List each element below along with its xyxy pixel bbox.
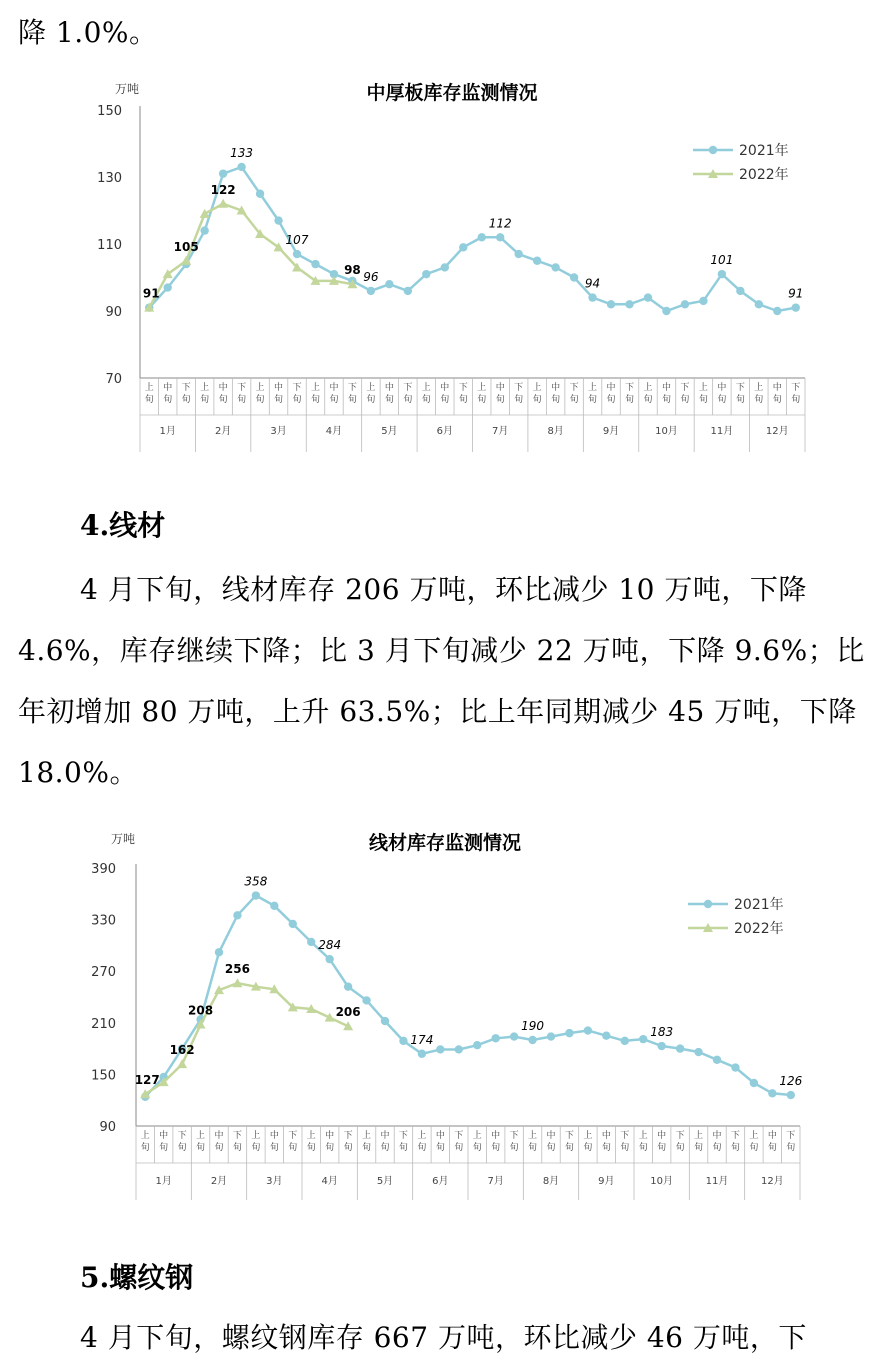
x-tick-label-top: 下 (569, 383, 579, 393)
x-tick-label-top: 上 (251, 1131, 261, 1141)
x-tick-label-bottom: 旬 (181, 395, 191, 405)
x-tick-label-top: 上 (366, 383, 376, 393)
data-label-2022: 206 (335, 1005, 361, 1020)
data-point-2021 (533, 257, 541, 265)
x-tick-label-bottom: 旬 (625, 395, 635, 405)
x-tick-label-bottom: 旬 (269, 1143, 279, 1153)
data-label-2021: 174 (410, 1032, 434, 1047)
x-tick-label-top: 中 (661, 383, 671, 393)
data-point-2021 (381, 1017, 389, 1025)
x-tick-label-top: 上 (754, 383, 764, 393)
data-label-2021: 358 (244, 874, 268, 889)
x-tick-label-top: 中 (159, 1131, 169, 1141)
data-point-2021 (551, 263, 559, 271)
x-tick-label-top: 中 (269, 1131, 279, 1141)
data-point-2021 (514, 250, 522, 258)
x-tick-label-top: 下 (292, 383, 302, 393)
x-tick-label-bottom: 旬 (472, 1143, 482, 1153)
data-point-2021 (436, 1045, 444, 1053)
x-tick-label-top: 下 (288, 1131, 298, 1141)
y-tick-label: 110 (97, 238, 122, 253)
x-tick-label-top: 中 (772, 383, 782, 393)
x-tick-label-bottom: 旬 (237, 395, 247, 405)
y-axis-unit: 万吨 (111, 832, 136, 846)
data-point-2021 (694, 1048, 702, 1056)
x-tick-label-top: 上 (588, 383, 598, 393)
data-point-2021 (399, 1037, 407, 1045)
x-tick-label-bottom: 旬 (343, 1143, 353, 1153)
data-point-2021 (473, 1041, 481, 1049)
x-tick-label-bottom: 旬 (675, 1143, 685, 1153)
x-tick-label-bottom: 旬 (694, 1143, 704, 1153)
x-tick-label-top: 上 (421, 383, 431, 393)
x-tick-label-top: 中 (329, 383, 339, 393)
month-label: 11月 (705, 1176, 729, 1187)
data-point-2021 (639, 1035, 647, 1043)
month-label: 5月 (376, 1176, 394, 1187)
data-point-2021 (755, 300, 763, 308)
x-tick-label-bottom: 旬 (754, 395, 764, 405)
legend-label: 2021年 (734, 897, 784, 913)
month-label: 4月 (325, 426, 343, 437)
data-point-2021 (736, 287, 744, 295)
x-tick-label-bottom: 旬 (380, 1143, 390, 1153)
legend-label: 2022年 (734, 921, 784, 937)
data-point-2021 (644, 293, 652, 301)
section5-heading: 5.螺纹钢 (80, 1261, 194, 1294)
x-tick-label-bottom: 旬 (601, 1143, 611, 1153)
data-point-2021 (657, 1042, 665, 1050)
x-tick-label-top: 上 (532, 383, 542, 393)
month-label: 1月 (159, 426, 176, 437)
y-tick-label: 270 (91, 965, 116, 981)
x-tick-label-top: 上 (638, 1131, 648, 1141)
x-tick-label-bottom: 旬 (698, 395, 708, 405)
x-tick-label-top: 下 (181, 383, 191, 393)
x-tick-label-top: 中 (601, 1131, 611, 1141)
x-tick-label-bottom: 旬 (786, 1143, 796, 1153)
data-point-2021 (621, 1037, 629, 1045)
data-point-2021 (565, 1029, 573, 1037)
chart-plate-inventory (0, 72, 887, 462)
x-tick-label-top: 下 (625, 383, 635, 393)
x-tick-label-top: 下 (730, 1131, 740, 1141)
x-tick-label-top: 上 (417, 1131, 427, 1141)
data-point-2022 (177, 1059, 187, 1068)
month-label: 10月 (650, 1176, 674, 1187)
data-point-2021 (325, 955, 333, 963)
x-tick-label-top: 下 (620, 1131, 630, 1141)
data-label-2021: 190 (521, 1019, 545, 1033)
x-tick-label-top: 下 (680, 383, 690, 393)
x-tick-label-top: 中 (551, 383, 561, 393)
chart-title: 线材库存监测情况 (368, 832, 522, 854)
data-point-2021 (270, 902, 278, 910)
data-label-2022: 98 (344, 263, 361, 278)
data-label-2021: 94 (584, 276, 601, 291)
x-tick-label-top: 中 (163, 383, 173, 393)
data-label-2022: 256 (224, 962, 250, 977)
x-tick-label-bottom: 旬 (735, 395, 745, 405)
data-point-2021 (274, 216, 282, 224)
data-label-2022: 122 (210, 182, 236, 197)
y-tick-label: 390 (91, 862, 116, 877)
x-tick-label-bottom: 旬 (509, 1143, 519, 1153)
data-point-2021 (200, 226, 208, 234)
x-tick-label-top: 中 (495, 383, 505, 393)
x-tick-label-bottom: 旬 (196, 1143, 206, 1153)
x-tick-label-top: 上 (196, 1131, 206, 1141)
x-tick-label-bottom: 旬 (583, 1143, 593, 1153)
x-tick-label-top: 上 (694, 1131, 704, 1141)
month-label: 8月 (547, 426, 564, 437)
x-tick-label-bottom: 旬 (532, 395, 542, 405)
x-tick-label-top: 下 (675, 1131, 685, 1141)
data-point-2021 (307, 938, 315, 946)
x-tick-label-bottom: 旬 (569, 395, 579, 405)
y-tick-label: 150 (97, 104, 122, 119)
x-tick-label-top: 下 (398, 1131, 408, 1141)
x-tick-label-bottom: 旬 (712, 1143, 722, 1153)
x-tick-label-bottom: 旬 (491, 1143, 501, 1153)
x-tick-label-top: 上 (583, 1131, 593, 1141)
month-label: 9月 (602, 426, 620, 437)
data-point-2021 (311, 260, 319, 268)
data-point-2021 (792, 303, 800, 311)
legend-marker-2021 (709, 146, 717, 154)
x-tick-label-bottom: 旬 (495, 395, 505, 405)
x-tick-label-bottom: 旬 (564, 1143, 574, 1153)
x-tick-label-bottom: 旬 (218, 395, 228, 405)
y-tick-label: 150 (91, 1068, 116, 1084)
month-label: 9月 (598, 1176, 615, 1187)
y-tick-label: 70 (105, 372, 122, 387)
month-label: 10月 (655, 426, 678, 437)
data-label-2021: 101 (710, 253, 734, 268)
data-point-2021 (491, 1034, 499, 1042)
month-label: 6月 (432, 1176, 449, 1187)
x-tick-label-bottom: 旬 (288, 1143, 298, 1153)
x-tick-label-bottom: 旬 (458, 395, 468, 405)
data-point-2021 (233, 911, 241, 919)
x-tick-label-bottom: 旬 (366, 395, 376, 405)
x-tick-label-top: 下 (564, 1131, 574, 1141)
x-tick-label-top: 下 (735, 383, 745, 393)
x-tick-label-bottom: 旬 (477, 395, 487, 405)
data-point-2021 (750, 1079, 758, 1087)
y-tick-label: 210 (91, 1016, 116, 1032)
data-label-2021: 91 (788, 286, 804, 301)
x-tick-label-top: 下 (514, 383, 524, 393)
data-label-2022: 208 (188, 1003, 214, 1018)
series-line-2021 (149, 167, 796, 311)
x-tick-label-bottom: 旬 (144, 395, 154, 405)
data-point-2021 (773, 307, 781, 315)
x-tick-label-bottom: 旬 (435, 1143, 445, 1153)
x-tick-label-bottom: 旬 (528, 1143, 538, 1153)
x-tick-label-bottom: 旬 (546, 1143, 556, 1153)
x-tick-label-bottom: 旬 (514, 395, 524, 405)
x-tick-label-top: 下 (232, 1131, 242, 1141)
x-tick-label-bottom: 旬 (140, 1143, 150, 1153)
x-tick-label-bottom: 旬 (791, 395, 801, 405)
x-tick-label-top: 中 (491, 1131, 501, 1141)
x-tick-label-top: 中 (657, 1131, 667, 1141)
y-tick-label: 130 (97, 171, 122, 186)
data-label-2021: 107 (285, 233, 309, 248)
x-tick-label-top: 中 (435, 1131, 445, 1141)
data-point-2021 (570, 273, 578, 281)
data-point-2021 (164, 283, 172, 291)
x-tick-label-bottom: 旬 (680, 395, 690, 405)
month-label: 12月 (765, 426, 789, 437)
x-tick-label-top: 下 (403, 383, 413, 393)
x-tick-label-bottom: 旬 (417, 1143, 427, 1153)
x-tick-label-bottom: 旬 (310, 395, 320, 405)
data-point-2021 (215, 948, 223, 956)
data-label-2021: 284 (318, 938, 342, 953)
month-label: 3月 (266, 1176, 283, 1187)
data-point-2021 (289, 920, 297, 928)
x-tick-label-bottom: 旬 (661, 395, 671, 405)
x-tick-label-bottom: 旬 (403, 395, 413, 405)
x-tick-label-top: 中 (440, 383, 450, 393)
month-label: 4月 (321, 1176, 338, 1187)
x-tick-label-bottom: 旬 (749, 1143, 759, 1153)
x-tick-label-top: 下 (509, 1131, 519, 1141)
x-tick-label-bottom: 旬 (643, 395, 653, 405)
x-tick-label-top: 中 (380, 1131, 390, 1141)
data-point-2021 (625, 300, 633, 308)
x-tick-label-top: 上 (643, 383, 653, 393)
data-point-2021 (219, 169, 227, 177)
x-tick-label-top: 中 (214, 1131, 224, 1141)
x-tick-label-bottom: 旬 (588, 395, 598, 405)
data-point-2021 (718, 270, 726, 278)
x-tick-label-top: 下 (786, 1131, 796, 1141)
chart-title: 中厚板库存监测情况 (366, 82, 538, 104)
x-tick-label-bottom: 旬 (767, 1143, 777, 1153)
y-axis-unit: 万吨 (115, 82, 140, 96)
x-tick-label-top: 上 (749, 1131, 759, 1141)
x-tick-label-top: 中 (546, 1131, 556, 1141)
x-tick-label-bottom: 旬 (717, 395, 727, 405)
month-label: 1月 (155, 1176, 172, 1187)
x-tick-label-bottom: 旬 (421, 395, 431, 405)
x-tick-label-bottom: 旬 (177, 1143, 187, 1153)
x-tick-label-bottom: 旬 (551, 395, 561, 405)
data-point-2021 (662, 307, 670, 315)
section5-paragraph: 4 月下旬，螺纹钢库存 667 万吨，环比减少 46 万吨，下 (80, 1321, 807, 1354)
data-point-2021 (418, 1050, 426, 1058)
x-tick-label-bottom: 旬 (325, 1143, 335, 1153)
legend-label: 2022年 (739, 167, 789, 183)
data-point-2021 (510, 1032, 518, 1040)
x-tick-label-top: 上 (477, 383, 487, 393)
x-tick-label-top: 上 (362, 1131, 372, 1141)
data-point-2022 (200, 209, 210, 218)
x-tick-label-bottom: 旬 (772, 395, 782, 405)
month-label: 3月 (270, 426, 287, 437)
data-point-2022 (218, 199, 228, 208)
month-label: 2月 (214, 426, 232, 437)
data-point-2021 (699, 297, 707, 305)
x-tick-label-bottom: 旬 (657, 1143, 667, 1153)
x-tick-label-bottom: 旬 (251, 1143, 261, 1153)
x-tick-label-top: 中 (218, 383, 228, 393)
data-label-2021: 126 (779, 1074, 803, 1089)
data-point-2021 (455, 1045, 463, 1053)
x-tick-label-top: 下 (177, 1131, 187, 1141)
x-tick-label-top: 下 (454, 1131, 464, 1141)
x-tick-label-top: 上 (310, 383, 320, 393)
x-tick-label-bottom: 旬 (306, 1143, 316, 1153)
x-tick-label-top: 中 (767, 1131, 777, 1141)
data-point-2021 (607, 300, 615, 308)
x-tick-label-top: 中 (384, 383, 394, 393)
data-point-2021 (713, 1056, 721, 1064)
data-label-2021: 112 (488, 216, 512, 231)
x-tick-label-top: 上 (200, 383, 210, 393)
data-point-2021 (385, 280, 393, 288)
x-tick-label-bottom: 旬 (214, 1143, 224, 1153)
month-label: 6月 (436, 426, 453, 437)
data-point-2021 (256, 190, 264, 198)
y-tick-label: 330 (91, 913, 116, 929)
series-line-2021 (145, 896, 791, 1097)
data-point-2021 (367, 287, 375, 295)
x-tick-label-bottom: 旬 (454, 1143, 464, 1153)
x-tick-label-bottom: 旬 (638, 1143, 648, 1153)
x-tick-label-bottom: 旬 (730, 1143, 740, 1153)
month-label: 12月 (760, 1176, 784, 1187)
data-point-2021 (528, 1036, 536, 1044)
data-point-2021 (237, 163, 245, 171)
series-line-2022 (145, 983, 348, 1094)
x-tick-label-top: 上 (698, 383, 708, 393)
data-point-2021 (588, 293, 596, 301)
data-point-2021 (404, 287, 412, 295)
x-tick-label-bottom: 旬 (620, 1143, 630, 1153)
x-tick-label-bottom: 旬 (255, 395, 265, 405)
legend-marker-2021 (704, 900, 712, 908)
data-point-2021 (293, 250, 301, 258)
chart-wire-rod-inventory (0, 822, 887, 1212)
x-tick-label-top: 下 (791, 383, 801, 393)
x-tick-label-bottom: 旬 (440, 395, 450, 405)
data-point-2021 (362, 996, 370, 1004)
x-tick-label-top: 上 (140, 1131, 150, 1141)
data-point-2021 (731, 1063, 739, 1071)
x-tick-label-top: 下 (458, 383, 468, 393)
x-tick-label-bottom: 旬 (384, 395, 394, 405)
data-label-2022: 91 (142, 286, 160, 301)
month-label: 7月 (487, 1176, 504, 1187)
x-tick-label-top: 上 (306, 1131, 316, 1141)
x-tick-label-bottom: 旬 (398, 1143, 408, 1153)
x-tick-label-top: 上 (144, 383, 154, 393)
month-label: 8月 (542, 1176, 560, 1187)
x-tick-label-top: 上 (528, 1131, 538, 1141)
data-point-2021 (676, 1044, 684, 1052)
x-tick-label-top: 中 (274, 383, 284, 393)
data-point-2021 (252, 891, 260, 899)
data-point-2021 (787, 1091, 795, 1099)
x-tick-label-top: 中 (717, 383, 727, 393)
x-tick-label-bottom: 旬 (274, 395, 284, 405)
data-point-2021 (422, 270, 430, 278)
legend-label: 2021年 (739, 143, 789, 159)
data-label-2021: 133 (230, 145, 254, 160)
month-label: 2月 (210, 1176, 228, 1187)
x-tick-label-bottom: 旬 (232, 1143, 242, 1153)
data-point-2021 (584, 1026, 592, 1034)
data-label-2022: 127 (134, 1073, 160, 1088)
y-tick-label: 90 (99, 1120, 116, 1135)
x-tick-label-bottom: 旬 (200, 395, 210, 405)
data-point-2021 (547, 1032, 555, 1040)
data-label-2021: 96 (363, 269, 379, 284)
section4-paragraph: 4 月下旬，线材库存 206 万吨，环比减少 10 万吨，下降 4.6%，库存继续下降；比 3 月下旬减少 22 万吨，下降 9.6%；比年初增加 80 万吨，上升 63.5%；比上年同期减少 45 万吨，下降 18.0%。 (18, 573, 865, 789)
x-tick-label-bottom: 旬 (292, 395, 302, 405)
data-point-2021 (344, 982, 352, 990)
month-label: 11月 (710, 426, 734, 437)
x-tick-label-bottom: 旬 (163, 395, 173, 405)
section4-heading: 4.线材 (80, 509, 166, 542)
x-tick-label-top: 上 (255, 383, 265, 393)
x-tick-label-bottom: 旬 (159, 1143, 169, 1153)
x-tick-label-top: 上 (472, 1131, 482, 1141)
data-point-2021 (681, 300, 689, 308)
x-tick-label-bottom: 旬 (606, 395, 616, 405)
top-text: 降 1.0%。 (18, 16, 158, 49)
x-tick-label-bottom: 旬 (347, 395, 357, 405)
data-point-2021 (768, 1089, 776, 1097)
series-line-2022 (149, 204, 352, 308)
x-tick-label-top: 中 (712, 1131, 722, 1141)
month-label: 5月 (381, 426, 398, 437)
data-label-2022: 105 (173, 239, 199, 254)
x-tick-label-bottom: 旬 (329, 395, 339, 405)
x-tick-label-top: 中 (606, 383, 616, 393)
x-tick-label-top: 下 (343, 1131, 353, 1141)
x-tick-label-top: 中 (325, 1131, 335, 1141)
x-tick-label-top: 下 (347, 383, 357, 393)
data-point-2021 (459, 243, 467, 251)
data-label-2021: 183 (650, 1025, 674, 1040)
y-tick-label: 90 (105, 305, 122, 320)
data-point-2021 (496, 233, 504, 241)
month-label: 7月 (492, 426, 509, 437)
data-point-2021 (602, 1032, 610, 1040)
x-tick-label-top: 下 (237, 383, 247, 393)
data-label-2022: 162 (169, 1043, 195, 1058)
x-tick-label-bottom: 旬 (362, 1143, 372, 1153)
data-point-2021 (441, 263, 449, 271)
data-point-2021 (478, 233, 486, 241)
